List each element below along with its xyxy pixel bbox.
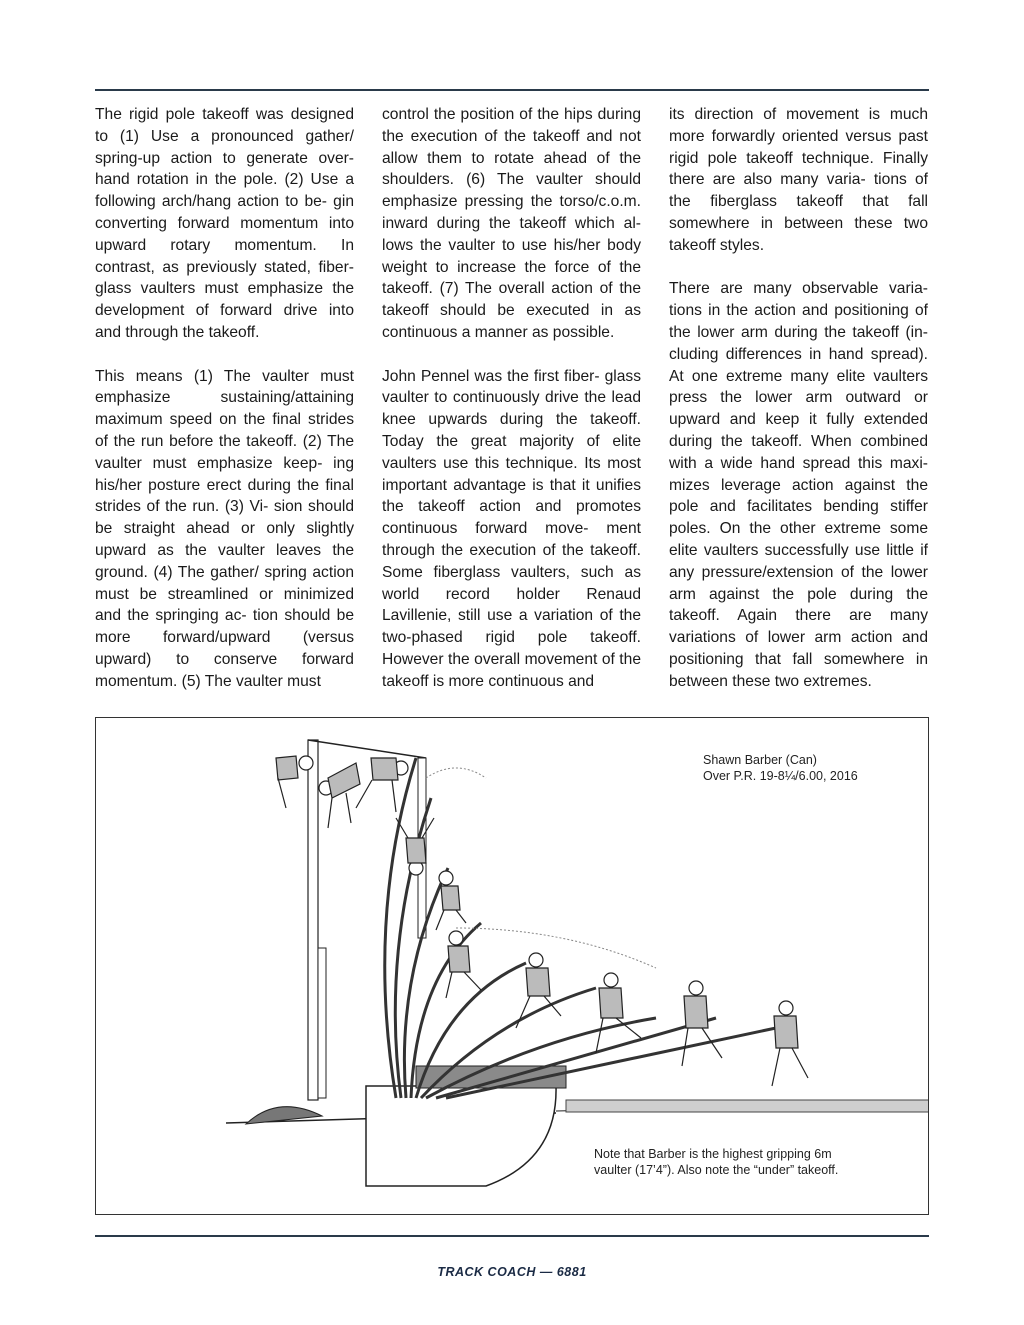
- figure-caption-bottom: [594, 1146, 838, 1178]
- text-column-1: [95, 104, 354, 714]
- vault-sequence-figure: [95, 717, 929, 1215]
- paragraph: its direction of movement is much more forwardly oriented versus past rigid pole takeoff technique. Finally there are also many varia- tions of the fiberglass takeoff that fall somewhere in between these two takeoff styles.: [669, 106, 928, 254]
- bottom-rule: [95, 1235, 929, 1237]
- paragraph: control the position of the hips during the execution of the takeoff and not allow them to rotate ahead of the shoulders. (6) The vaulter should emphasize pressing the torso/c.o.m. inward during the takeoff which al- lows the vaulter to use his/her body weight to increase the force of the takeoff. (7) The overall action of the takeoff should be executed in as continuous a manner as possible.: [382, 106, 641, 341]
- figure-caption-top: [703, 752, 858, 784]
- caption-line: Over P.R. 19-8¼/6.00, 2016: [703, 769, 858, 783]
- vault-sequence-illustration: [96, 718, 929, 1215]
- top-rule: [95, 89, 929, 91]
- text-column-3: [669, 104, 928, 714]
- paragraph: The rigid pole takeoff was designed to (1) Use a pronounced gather/ spring-up action to generate over- hand rotation in the pole. (2) Use a following arch/hang action to be- gin converting forward momentum into upward rotary momentum. In contrast, as previously stated, fiber- glass vaulters must emphasize the development of forward drive into and through the takeoff.: [95, 106, 354, 341]
- caption-line: Shawn Barber (Can): [703, 753, 817, 767]
- caption-line: vaulter (17’4”). Also note the “under” takeoff.: [594, 1163, 839, 1177]
- page-footer: TRACK COACH — 6881: [437, 1265, 587, 1279]
- text-column-2: [382, 104, 641, 714]
- caption-line: Note that Barber is the highest gripping 6m: [594, 1147, 832, 1161]
- paragraph: John Pennel was the first fiber- glass vaulter to continuously drive the lead knee upwards during the takeoff. Today the great majority of elite vaulters use this technique. Its most important advantage is that it unifies the takeoff action and promotes continuous forward move- ment through the execution of the takeoff. Some fiberglass vaulters, such as world record holder Renaud Lavillenie, still use a variation of the two-phased rigid pole takeoff. However the overall movement of the takeoff is more continuous and: [382, 367, 641, 690]
- paragraph: This means (1) The vaulter must emphasize sustaining/attaining maximum speed on the final strides of the run before the takeoff. (2) The vaulter must emphasize keep- ing his/her posture erect during the final strides of the run. (3) Vi- sion should be straight ahead or only slightly upward as the vaulter leaves the ground. (4) The gather/ spring action must be streamlined or minimized and the springing ac- tion should be more forward/upward (versus upward) to conserve forward momentum. (5) The vaulter must: [95, 367, 354, 690]
- paragraph: There are many observable varia- tions in the action and positioning of the lower arm during the takeoff (in- cluding differences in hand spread). At one extreme many elite vaulters press the lower arm outward or upward and keep it fully extended during the takeoff. When combined with a wide hand spread this maxi- mizes leverage action against the pole and facilitates bending stiffer poles. On the other extreme some elite vaulters successfully use little if any pressure/extension of the lower arm against the pole during the takeoff. Again there are many variations of lower arm action and positioning that fall somewhere in between these two extremes.: [669, 280, 928, 690]
